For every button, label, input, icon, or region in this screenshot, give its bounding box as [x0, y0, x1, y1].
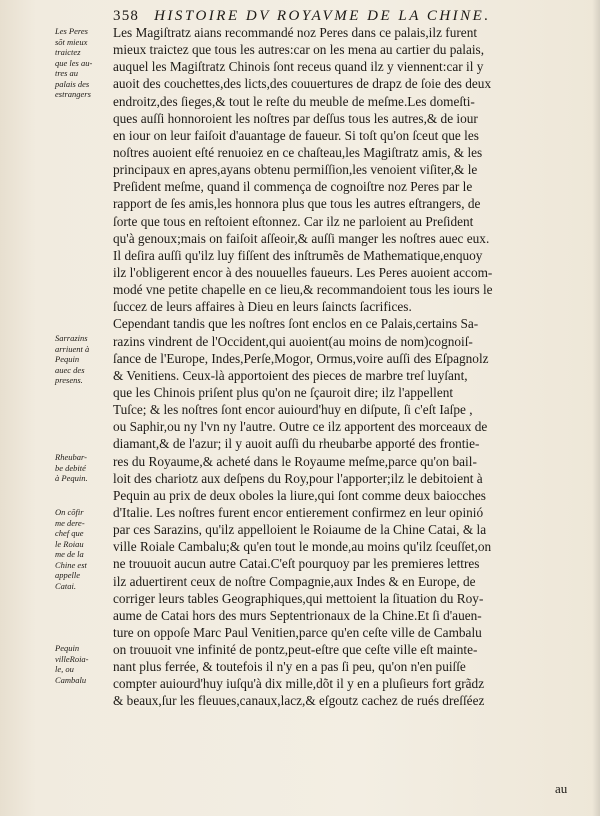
text-line: Pequin au prix de deux oboles la liure,qui ſont comme deux baiocches: [113, 487, 486, 503]
margin-notes: [0, 0, 108, 816]
text-line: noſtres auoient eſté renuoiez en ce chaſteau,les Magiſtratz amis, & les: [113, 144, 483, 160]
text-line: & Venitiens. Ceux-là apportoient des pieces de marbre treſ luyſant,: [113, 367, 468, 383]
text-line: Il deſira auſſi qu'ilz luy fiſſent des inſtrumẽs de Mathematique,enquoy: [113, 247, 483, 263]
text-line: res du Royaume,& acheté dans le Royaume meſme,parce qu'on bail-: [113, 453, 477, 469]
text-line: ſorte que tous en reſtoient eſtonnez. Car ilz ne parloient au Preſident: [113, 213, 474, 229]
text-line: ture on oppoſe Marc Paul Venitien,parce qu'en ceſte ville de Cambalu: [113, 624, 482, 640]
text-line: par ces Sarazins, qu'ilz appelloient le Roiaume de la Chine Catai, & la: [113, 522, 487, 538]
text-line: Preſident meſme, quand il commença de cognoiſtre noz Peres par le: [113, 179, 473, 195]
text-line: & beaux,ſur les fleuues,canaux,lacz,& eſgoutz cachez de rués dreſſéez: [113, 693, 485, 709]
text-line: auoit des couchettes,des licts,des couuertures de drapz de ſoie des deux: [113, 76, 492, 92]
text-line: ilz aduertirent ceux de noſtre Compagnie,aux Indes & en Europe, de: [113, 573, 476, 589]
text-line: Cependant tandis que les noſtres ſont enclos en ce Palais,certains Sa-: [113, 316, 479, 332]
text-line: razins vindrent de l'Occident,qui auoient(au moins de nom)cognoiſ-: [113, 333, 473, 349]
body-text: [113, 24, 587, 710]
text-line: ques auſſi honnoroient les noſtres par deſſus tous les autres,& de iour: [113, 110, 478, 126]
text-line: ou Saphir,ou ny l'vn ny l'autre. Outre ce ilz apportent des morceaux de: [113, 419, 488, 435]
text-line: ne trouuoit aucun autre Catai.C'eſt pourquoy par les premieres lettres: [113, 556, 480, 572]
text-line: rapport de ſes amis,les honnora plus que tous les autres eſtrangers, de: [113, 196, 481, 212]
text-line: en iour on leur faiſoit d'auantage de faueur. Si toſt qu'on ſceut que les: [113, 127, 479, 143]
text-line: ſance de l'Europe, Indes,Perſe,Mogor, Ormus,voire auſſi des Eſpagnolz: [113, 350, 489, 366]
page-edge-shadow: [592, 0, 600, 816]
text-line: corriger leurs tables Geographiques,qui mettoient la ſituation du Roy-: [113, 590, 484, 606]
text-line: principaux en apres,ayans obtenu permiſſion,les venoient viſiter,& le: [113, 162, 478, 178]
text-line: Les Magiſtratz aians recommandé noz Peres dans ce palais,ilz furent: [113, 25, 478, 40]
text-line: endroitz,des ſieges,& tout le reſte du meuble de meſme.Les domeſti-: [113, 93, 475, 109]
text-line: mieux traictez que tous les autres:car on les mena au cartier du palais,: [113, 42, 485, 58]
text-line: modé vne petite chapelle en ce lieu,& recommandoient tous les iours le: [113, 282, 493, 298]
text-line: ſuccez de leurs affaires à Dieu en leurs ſaincts ſacrifices.: [113, 299, 412, 315]
margin-note: Les Peres sõt mieux traictez que les au- tres au palais des estrangers: [55, 26, 93, 99]
text-line: on trouuoit vne infinité de pontz,peut-eſtre que ceſte ville eſt mainte-: [113, 642, 478, 658]
text-line: loit des chariotz aux deſpens du Roy,pour l'apporter;ilz le debitoient à: [113, 470, 483, 486]
text-line: que les Chinois priſent plus qu'on ne ſçauroit dire; ilz l'appellent: [113, 384, 454, 400]
text-line: d'Italie. Les noſtres furent encor entierement confirmez en leur opinió: [113, 504, 484, 520]
text-line: diamant,& de l'azur; il y auoit auſſi du rheubarbe apporté des frontie-: [113, 436, 480, 452]
text-line: nant plus ferrée, & toutefois il n'y en a pas ſi peu, qu'on n'en puiſſe: [113, 659, 466, 675]
margin-note: Pequin villeRoia- le, ou Cambalu: [55, 643, 89, 685]
text-line: ville Roiale Cambalu;& qu'en tout le monde,au moins qu'ilz ſceuſſet,on: [113, 539, 492, 555]
text-line: auquel les Magiſtratz Chinois ſont receus quand ilz y viennent:car il y: [113, 59, 484, 75]
page-number: 358: [113, 8, 140, 24]
margin-note: On cõfir me dere- chef que le Roiau me de la Chine est appelle Catai.: [55, 507, 87, 591]
catchword: au: [555, 781, 568, 796]
text-line: Tuſce; & les noſtres ſont encor auiourd'huy en diſpute, ſi c'eſt Iaſpe ,: [113, 402, 473, 418]
margin-note: Rheubar- be debité à Pequin.: [55, 452, 88, 483]
running-title: HISTOIRE DV ROYAVME DE LA CHINE.: [154, 8, 491, 24]
text-line: aume de Catai hors des murs Septentrionaux de la Chine.Et ſi d'auen-: [113, 607, 482, 623]
text-line: ilz l'obligerent encor à des nouuelles faueurs. Les Peres auoient accom-: [113, 264, 493, 280]
text-line: compter auiourd'huy iuſqu'à dix mille,dõt il y en a pluſieurs fort grãdz: [113, 676, 485, 692]
text-line: qu'à genoux;mais on faiſoit aſſeoir,& auſſi manger les noſtres auec eux.: [113, 230, 490, 246]
margin-note: Sarrazins arriuent à Pequin auec des presens.: [55, 333, 90, 385]
